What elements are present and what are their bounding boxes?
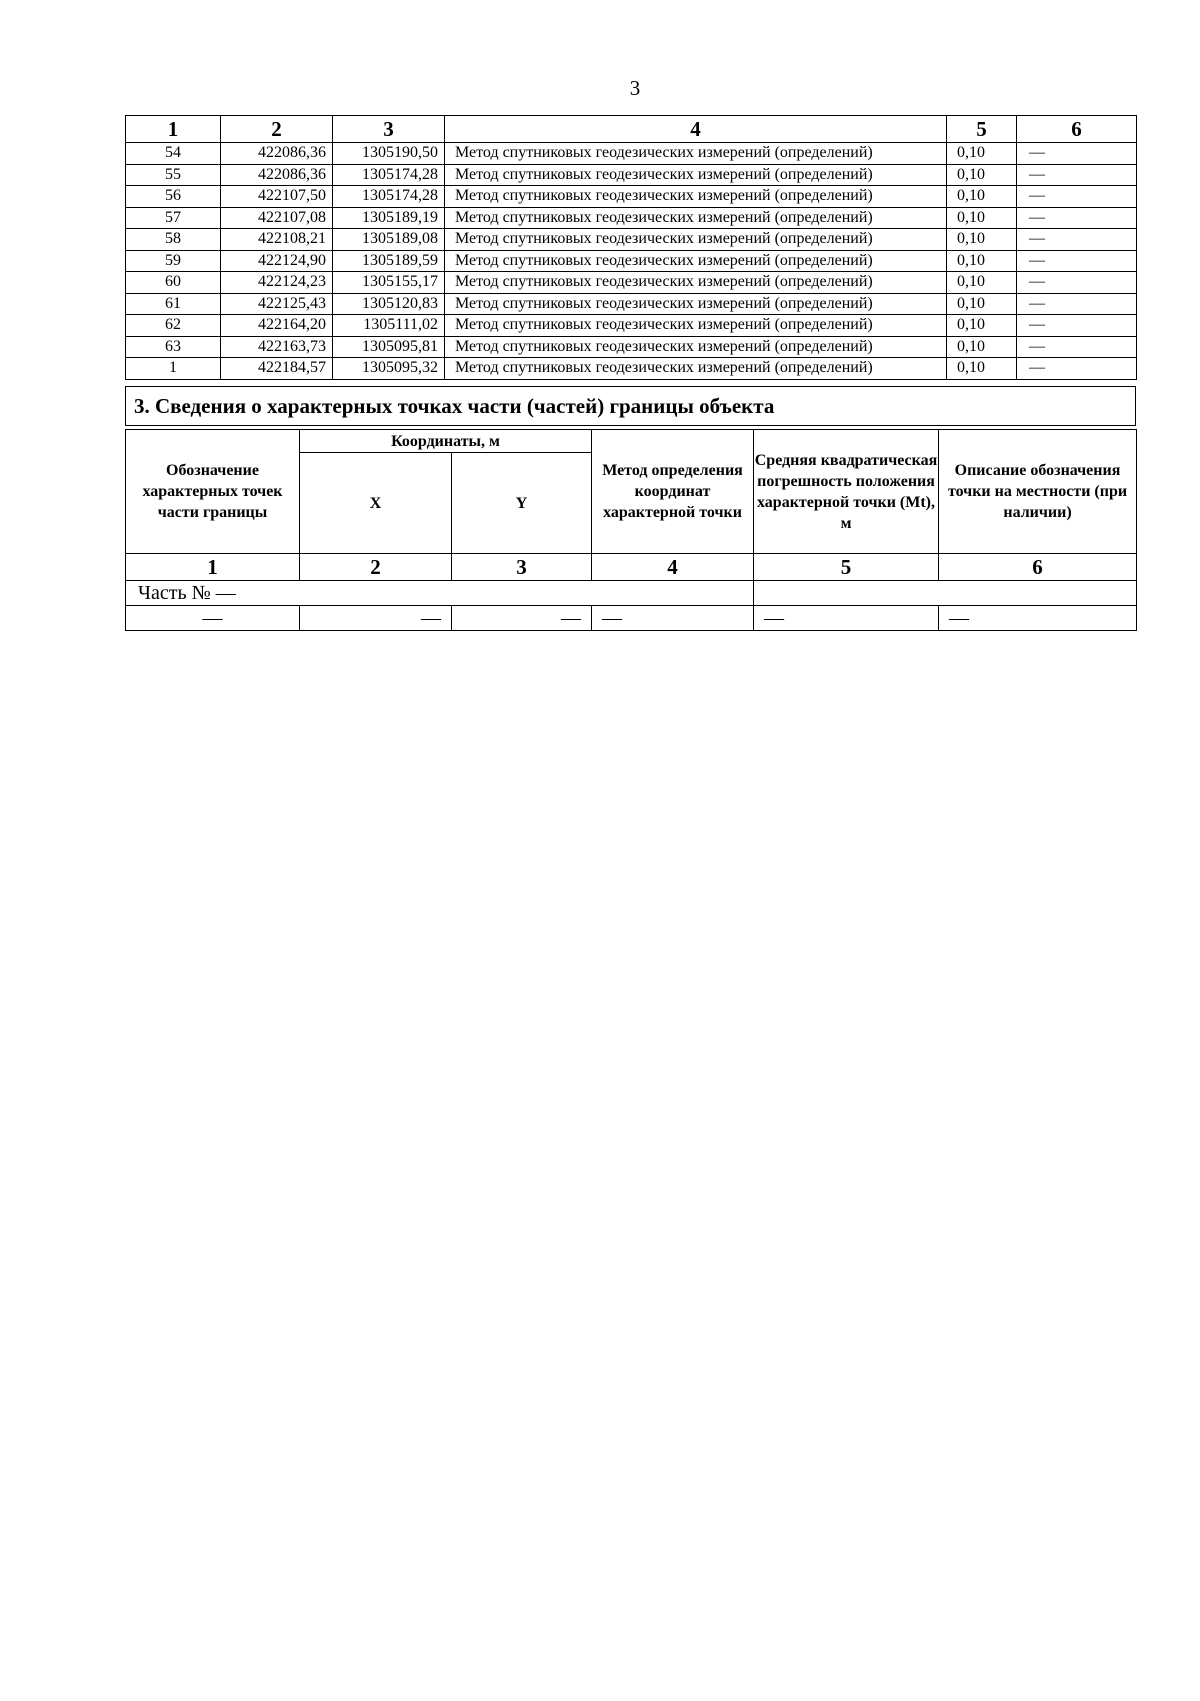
table-row [126,293,1137,315]
table-row [126,358,1137,380]
table-cell: 0,10 [947,186,1017,208]
part-label-row [126,581,1137,606]
table-cell: Метод спутниковых геодезических измерений (определений) [445,272,947,294]
table-cell: — [1017,336,1137,358]
column-number: 4 [592,554,754,581]
table-cell: Метод спутниковых геодезических измерений (определений) [445,358,947,380]
table-row [126,315,1137,337]
column-number: 1 [126,554,300,581]
table-cell: 1305189,08 [333,229,445,251]
table-cell: 0,10 [947,250,1017,272]
table-cell: 0,10 [947,315,1017,337]
section-3-title: 3. Сведения о характерных точках части (частей) границы объекта [125,386,1136,426]
table-cell: 0,10 [947,207,1017,229]
table-cell: 422086,36 [221,143,333,165]
table-cell: 63 [126,336,221,358]
table-cell: 422124,23 [221,272,333,294]
coordinates-table [125,115,1137,380]
table-row [126,272,1137,294]
table-row [126,186,1137,208]
table-cell: 0,10 [947,229,1017,251]
table-cell: 62 [126,315,221,337]
parts-header-row [126,430,1137,453]
table-cell: Метод спутниковых геодезических измерений (определений) [445,164,947,186]
table-cell: 54 [126,143,221,165]
table-cell: 422107,50 [221,186,333,208]
part-empty-cell [754,581,1137,606]
table-cell: — [1017,186,1137,208]
header-x: X [300,453,452,554]
table-cell: 0,10 [947,143,1017,165]
table-cell: 422125,43 [221,293,333,315]
column-number: 6 [939,554,1137,581]
table-cell: — [1017,164,1137,186]
header-y: Y [452,453,592,554]
table-cell: — [1017,143,1137,165]
table-cell: 1305174,28 [333,164,445,186]
header-cell: 5 [947,116,1017,143]
header-cell: 4 [445,116,947,143]
table-cell: 422164,20 [221,315,333,337]
header-cell: 6 [1017,116,1137,143]
table-row [126,336,1137,358]
page-number: 3 [629,76,641,100]
table-cell: — [1017,250,1137,272]
table-cell: Метод спутниковых геодезических измерений (определений) [445,143,947,165]
table-row [126,229,1137,251]
dash-cell: — [300,606,452,631]
column-number: 5 [754,554,939,581]
table-cell: 1 [126,358,221,380]
table-cell: 61 [126,293,221,315]
table-cell: 0,10 [947,293,1017,315]
table-cell: 1305189,59 [333,250,445,272]
table-header-row [126,116,1137,143]
table-cell: 1305190,50 [333,143,445,165]
table-cell: Метод спутниковых геодезических измерений (определений) [445,293,947,315]
header-method: Метод определения координат характерной точки [592,430,754,554]
dash-cell: — [592,606,754,631]
table-cell: 422108,21 [221,229,333,251]
header-cell: 1 [126,116,221,143]
table-row [126,250,1137,272]
table-cell: Метод спутниковых геодезических измерений (определений) [445,336,947,358]
header-point-designation: Обозначение характерных точек части границы [126,430,300,554]
table-cell: 0,10 [947,164,1017,186]
header-accuracy: Средняя квадратическая погрешность положения характерной точки (Mt), м [754,430,939,554]
table-row [126,143,1137,165]
table-cell: 1305111,02 [333,315,445,337]
table-cell: 0,10 [947,336,1017,358]
table-cell: Метод спутниковых геодезических измерений (определений) [445,207,947,229]
header-coordinates: Координаты, м [300,430,592,453]
table-cell: — [1017,272,1137,294]
dash-cell: — [126,606,300,631]
header-cell: 3 [333,116,445,143]
table-cell: Метод спутниковых геодезических измерений (определений) [445,250,947,272]
table-cell: 1305189,19 [333,207,445,229]
column-numbers-row [126,554,1137,581]
table-cell: 422184,57 [221,358,333,380]
boundary-parts-table [125,429,1137,631]
table-cell: 59 [126,250,221,272]
table-cell: 1305095,81 [333,336,445,358]
table-cell: — [1017,229,1137,251]
table-cell: 57 [126,207,221,229]
header-cell: 2 [221,116,333,143]
dash-cell: — [452,606,592,631]
table-cell: 60 [126,272,221,294]
table-cell: 56 [126,186,221,208]
table-cell: — [1017,315,1137,337]
table-cell: 422107,08 [221,207,333,229]
part-label: Часть № — [126,581,754,606]
table-cell: 1305174,28 [333,186,445,208]
table-cell: 1305120,83 [333,293,445,315]
column-number: 3 [452,554,592,581]
table-cell: 55 [126,164,221,186]
table-cell: — [1017,293,1137,315]
table-cell: 422124,90 [221,250,333,272]
table-row [126,207,1137,229]
table-cell: — [1017,207,1137,229]
table-cell: Метод спутниковых геодезических измерений (определений) [445,186,947,208]
table-cell: 422086,36 [221,164,333,186]
table-cell: — [1017,358,1137,380]
column-number: 2 [300,554,452,581]
table-cell: 0,10 [947,358,1017,380]
table-cell: 1305155,17 [333,272,445,294]
table-cell: 1305095,32 [333,358,445,380]
table-cell: 58 [126,229,221,251]
table-cell: Метод спутниковых геодезических измерений (определений) [445,315,947,337]
table-cell: Метод спутниковых геодезических измерений (определений) [445,229,947,251]
table-row [126,164,1137,186]
dash-cell: — [754,606,939,631]
part-dash-row [126,606,1137,631]
header-description: Описание обозначения точки на местности (при наличии) [939,430,1137,554]
dash-cell: — [939,606,1137,631]
table-cell: 422163,73 [221,336,333,358]
table-cell: 0,10 [947,272,1017,294]
